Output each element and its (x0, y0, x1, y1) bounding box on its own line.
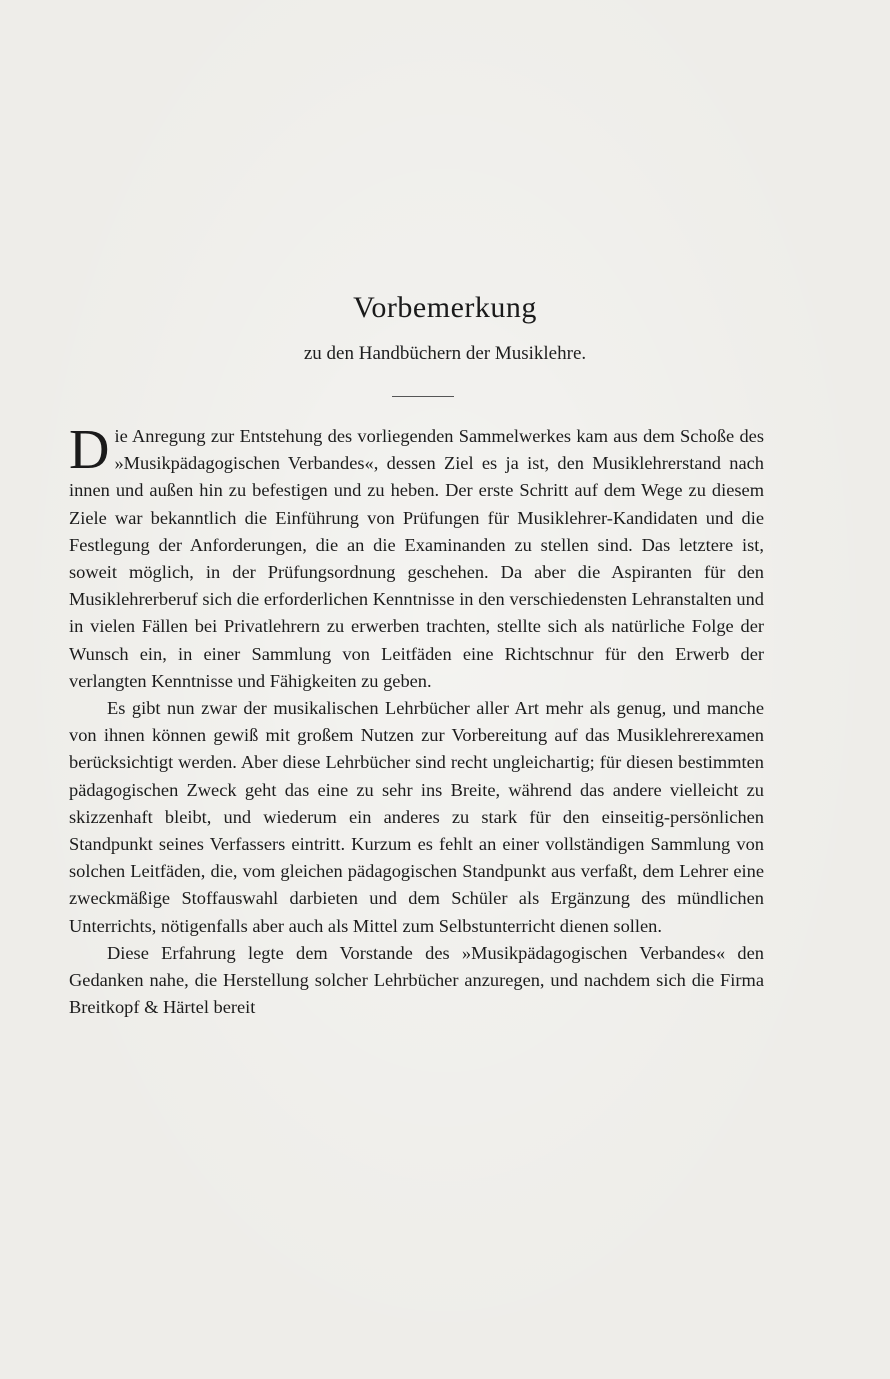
paragraph-3: Diese Erfahrung legte dem Vorstande des »Musikpädagogischen Verbandes« den Gedanken nahe, die Herstellung solcher Lehrbücher anzuregen, und nachdem sich die Firma Breitkopf & Härtel bereit (69, 942, 764, 1018)
paragraph-1 (69, 419, 764, 695)
drop-cap: D (69, 419, 110, 481)
page-title: Vorbemerkung (353, 291, 537, 324)
paragraph-2: Es gibt nun zwar der musikalischen Lehrbücher aller Art mehr als genug, und manche von ihnen können gewiß mit großem Nutzen zur Vorbereitung auf das Musiklehrerexamen berücksichtigt werden. Aber diese Lehrbücher sind recht ungleichartig; für diesen bestimmten pädagogischen Zweck geht das eine zu sehr ins Breite, während das andere vielleicht zu skizzenhaft bleibt, und wiederum ein anderes zu stark für den einseitig-persönlichen Standpunkt seines Verfassers eintritt. Kurzum es fehlt an einer vollständigen Sammlung von solchen Leitfäden, die, vom gleichen pädagogischen Standpunkt aus verfaßt, dem Lehrer eine zweckmäßige Stoffauswahl darbieten und dem Schüler als Ergänzung des mündlichen Unterrichts, nötigenfalls aber auch als Mittel zum Selbstunterricht dienen sollen. (69, 698, 764, 936)
title-divider (392, 396, 454, 397)
body-text (69, 419, 764, 1021)
page-subtitle: zu den Handbüchern der Musiklehre. (303, 343, 587, 364)
paragraph-1-text: ie Anregung zur Entstehung des vorliegenden Sammelwerkes kam aus dem Schoße des »Musikpädagogischen Verbandes«, dessen Ziel es ja ist, den Musiklehrerstand nach innen und außen hin zu befestigen und zu heben. Der erste Schritt auf dem Wege zu diesem Ziele war bekanntlich die Einführung von Prüfungen für Musiklehrer-Kandidaten und die Festlegung der Anforderungen, die an die Examinanden zu stellen sind. Das letztere ist, soweit möglich, in der Prüfungsordnung geschehen. Da aber die Aspiranten für den Musiklehrerberuf sich die erforderlichen Kenntnisse in den verschiedensten Lehranstalten und in vielen Fällen bei Privatlehrern zu erwerben trachten, stellte sich als natürliche Folge der Wunsch ein, in einer Sammlung von Leitfäden eine Richtschnur für den Erwerb der verlangten Kenntnisse und Fähigkeiten zu geben. (69, 426, 764, 691)
